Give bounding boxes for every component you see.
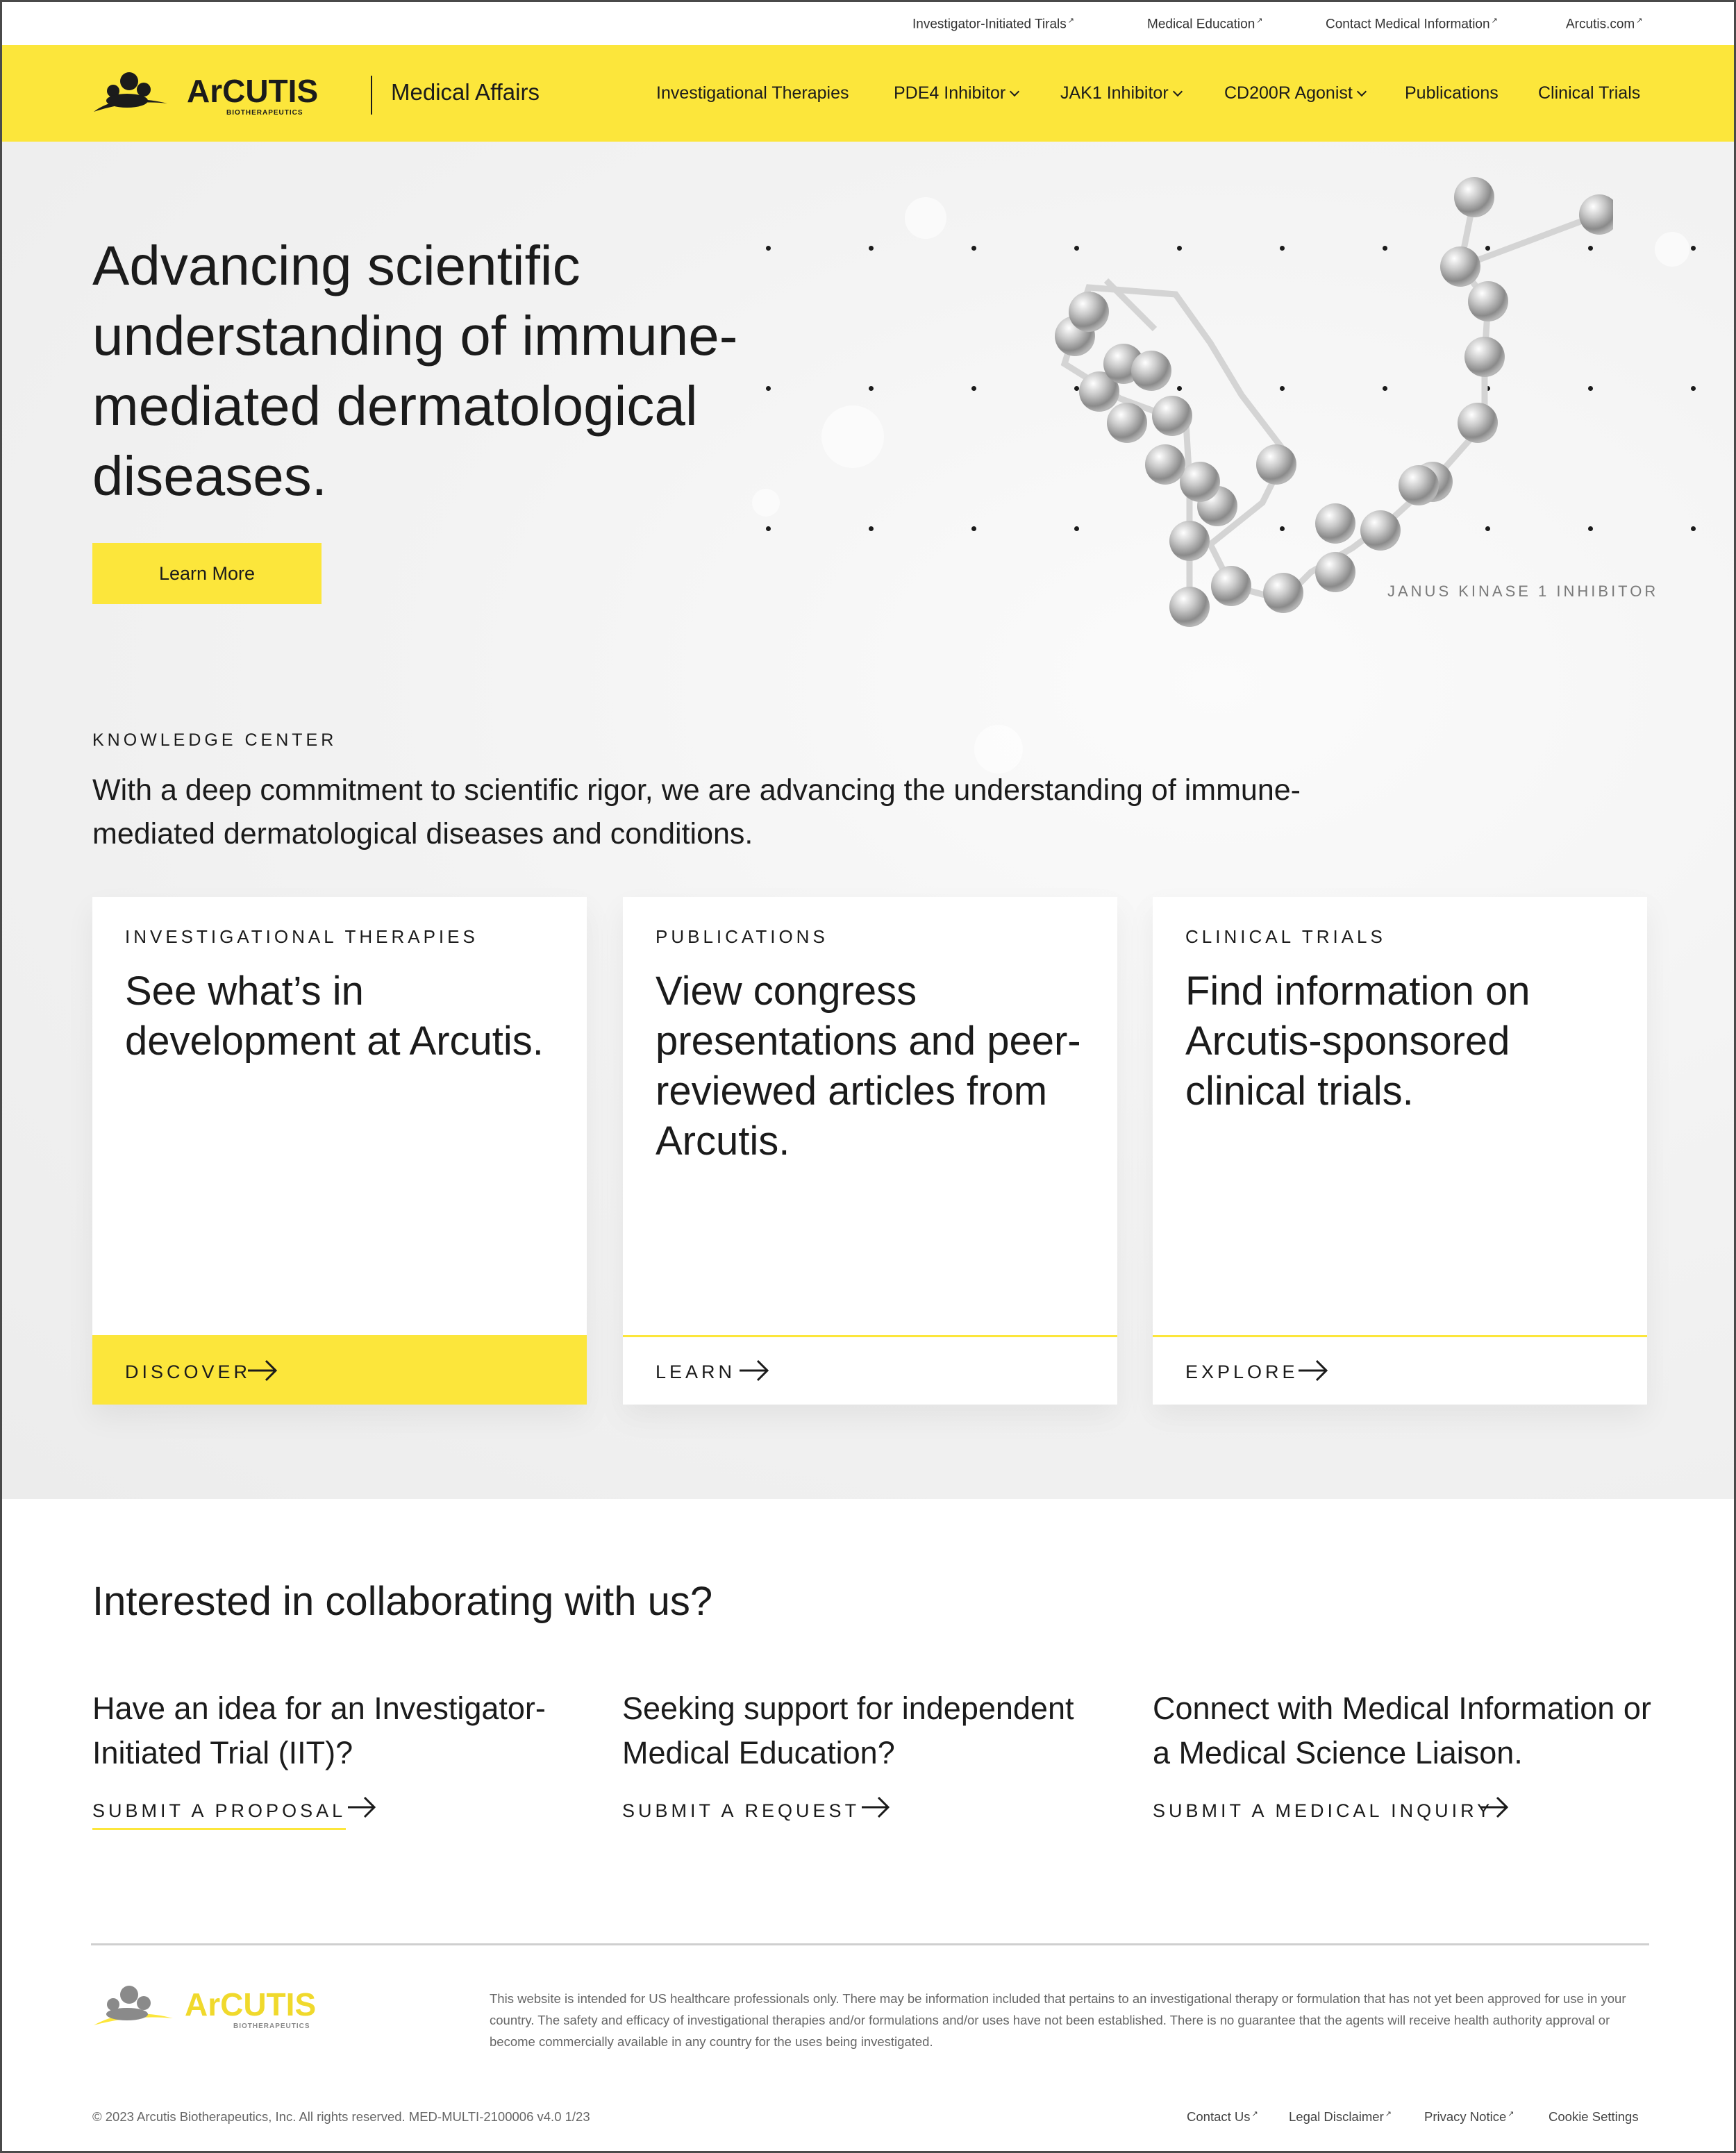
arrow-right-icon[interactable] <box>347 1795 378 1820</box>
footer-link-label: Cookie Settings <box>1549 2109 1639 2124</box>
arrow-right-icon[interactable] <box>1479 1795 1511 1820</box>
submit-request-link[interactable]: SUBMIT A REQUEST <box>622 1800 860 1821</box>
nav-pde4-inhibitor[interactable] <box>894 83 1018 103</box>
footer-link-privacy-notice[interactable] <box>1424 2109 1514 2125</box>
learn-more-button[interactable]: Learn More <box>92 543 322 604</box>
card-cta-label: EXPLORE <box>1185 1362 1299 1382</box>
dot <box>971 246 976 251</box>
footer-divider <box>91 1943 1649 1945</box>
learn-button[interactable] <box>623 1335 1117 1405</box>
card-text: See what’s in development at Arcutis. <box>125 969 544 1064</box>
nav-label: Publications <box>1405 83 1499 103</box>
external-link-icon: ↗ <box>1385 2110 1392 2118</box>
collaborate-column-medical-education <box>622 1686 1122 1821</box>
bokeh-decoration <box>974 725 1023 773</box>
utility-link-label: Arcutis.com <box>1566 17 1635 32</box>
nav-label: Clinical Trials <box>1538 83 1641 103</box>
collaborate-text: Connect with Medical Information or a Medical Science Liaison. <box>1153 1691 1651 1770</box>
explore-button[interactable] <box>1153 1335 1647 1405</box>
card-label: INVESTIGATIONAL THERAPIES <box>125 926 478 947</box>
utility-link-label: Contact Medical Information <box>1326 17 1490 32</box>
dot <box>971 386 976 391</box>
dot <box>869 246 874 251</box>
utility-link-arcutis-com[interactable] <box>1566 16 1642 32</box>
dot <box>766 386 771 391</box>
logo-divider <box>371 76 372 115</box>
dot <box>869 386 874 391</box>
dot <box>971 526 976 531</box>
nav-cd200r-agonist[interactable] <box>1224 83 1365 103</box>
logo-tagline: BIOTHERAPEUTICS <box>226 109 303 117</box>
footer-logo-wordmark: ArCUTIS <box>185 1986 317 2022</box>
footer-disclaimer: This website is intended for US healthcare professionals only. There may be information included that pertains to an investigational therapy or formulation that has not yet been approved for use in your country. The safety and efficacy of investigational therapies and/or formulations and/or uses have not been established. There is no guarantee that the agents will receive health authority approval or become commercially available in any country for the uses being investigated. <box>490 1991 1626 2049</box>
collaborate-text: Have an idea for an Investigator-Initiated Trial (IIT)? <box>92 1691 546 1770</box>
nav-jak1-inhibitor[interactable] <box>1060 83 1181 103</box>
arrow-right-icon <box>247 1358 278 1383</box>
submit-proposal-link[interactable]: SUBMIT A PROPOSAL <box>92 1800 346 1830</box>
nav-publications[interactable] <box>1405 83 1499 103</box>
arrow-right-icon <box>1297 1358 1329 1383</box>
card-text: Find information on Arcutis-sponsored clinical trials. <box>1185 969 1530 1114</box>
footer-link-contact-us[interactable] <box>1187 2109 1258 2125</box>
dot <box>766 246 771 251</box>
knowledge-center-label: KNOWLEDGE CENTER <box>92 730 337 750</box>
nav-clinical-trials[interactable] <box>1538 83 1640 103</box>
footer-link-cookie-settings[interactable] <box>1549 2109 1639 2125</box>
footer-link-label: Contact Us <box>1187 2109 1251 2125</box>
nav-label: Investigational Therapies <box>656 83 849 103</box>
arrow-right-icon[interactable] <box>860 1795 892 1820</box>
collaborate-title: Interested in collaborating with us? <box>92 1579 713 1624</box>
main-navbar <box>2 45 1736 142</box>
footer-link-label: Legal Disclaimer <box>1289 2109 1384 2125</box>
card-clinical-trials[interactable] <box>1153 897 1647 1405</box>
submit-medical-inquiry-link[interactable]: SUBMIT A MEDICAL INQUIRY <box>1153 1800 1494 1821</box>
external-link-icon: ↗ <box>1508 2110 1514 2118</box>
arcutis-logo[interactable] <box>91 66 355 122</box>
external-link-icon: ↗ <box>1491 17 1498 25</box>
collaborate-column-medical-information <box>1153 1686 1653 1821</box>
molecule-illustration <box>1016 156 1613 642</box>
nav-label: CD200R Agonist <box>1224 83 1353 103</box>
utility-link-contact-medical-information[interactable] <box>1326 16 1498 32</box>
external-link-icon: ↗ <box>1256 17 1263 25</box>
dot <box>1691 386 1696 391</box>
footer-link-legal-disclaimer[interactable] <box>1289 2109 1392 2125</box>
footer-logo-tagline: BIOTHERAPEUTICS <box>233 2022 310 2030</box>
card-label: PUBLICATIONS <box>656 926 828 947</box>
utility-link-iit[interactable] <box>912 16 1074 32</box>
dot <box>869 526 874 531</box>
utility-link-label: Medical Education <box>1147 17 1255 32</box>
card-investigational-therapies[interactable] <box>92 897 587 1405</box>
external-link-icon: ↗ <box>1251 2110 1258 2118</box>
dot <box>766 526 771 531</box>
card-label: CLINICAL TRIALS <box>1185 926 1386 947</box>
card-cta-label: DISCOVER <box>125 1362 251 1382</box>
atoms <box>1055 177 1613 627</box>
dot <box>1691 526 1696 531</box>
footer-copyright: © 2023 Arcutis Biotherapeutics, Inc. All rights reserved. MED-MULTI-2100006 v4.0 1/23 <box>92 2109 590 2124</box>
external-link-icon: ↗ <box>1067 17 1074 25</box>
utility-bar <box>2 2 1736 45</box>
chevron-down-icon <box>1173 87 1183 97</box>
nav-label: JAK1 Inhibitor <box>1060 83 1169 103</box>
card-text: View congress presentations and peer-reviewed articles from Arcutis. <box>656 969 1081 1164</box>
hero-title: Advancing scientific understanding of immune-mediated dermatological diseases. <box>92 235 738 507</box>
arrow-right-icon <box>738 1358 770 1383</box>
discover-button[interactable] <box>92 1335 587 1405</box>
nav-investigational-therapies[interactable] <box>656 83 849 103</box>
chevron-down-icon <box>1357 87 1367 97</box>
section-title: Medical Affairs <box>391 79 540 105</box>
external-link-icon: ↗ <box>1636 17 1643 25</box>
collaborate-text: Seeking support for independent Medical Education? <box>622 1691 1074 1770</box>
nav-label: PDE4 Inhibitor <box>894 83 1006 103</box>
logo-wordmark: ArCUTIS <box>187 73 319 109</box>
dot <box>1691 246 1696 251</box>
card-cta-label: LEARN <box>656 1362 736 1382</box>
footer-link-label: Privacy Notice <box>1424 2109 1507 2125</box>
hero-section <box>2 142 1736 1499</box>
utility-link-label: Investigator-Initiated Tirals <box>912 17 1067 32</box>
chevron-down-icon <box>1010 87 1019 97</box>
card-publications[interactable] <box>623 897 1117 1405</box>
molecule-caption: JANUS KINASE 1 INHIBITOR <box>1387 583 1659 600</box>
footer-arcutis-logo[interactable] <box>91 1979 355 2035</box>
utility-link-medical-education[interactable] <box>1147 16 1262 32</box>
collaborate-column-iit <box>92 1686 592 1821</box>
knowledge-center-text: With a deep commitment to scientific rigor, we are advancing the understanding of immune-mediated dermatological diseases and conditions. <box>92 773 1301 851</box>
